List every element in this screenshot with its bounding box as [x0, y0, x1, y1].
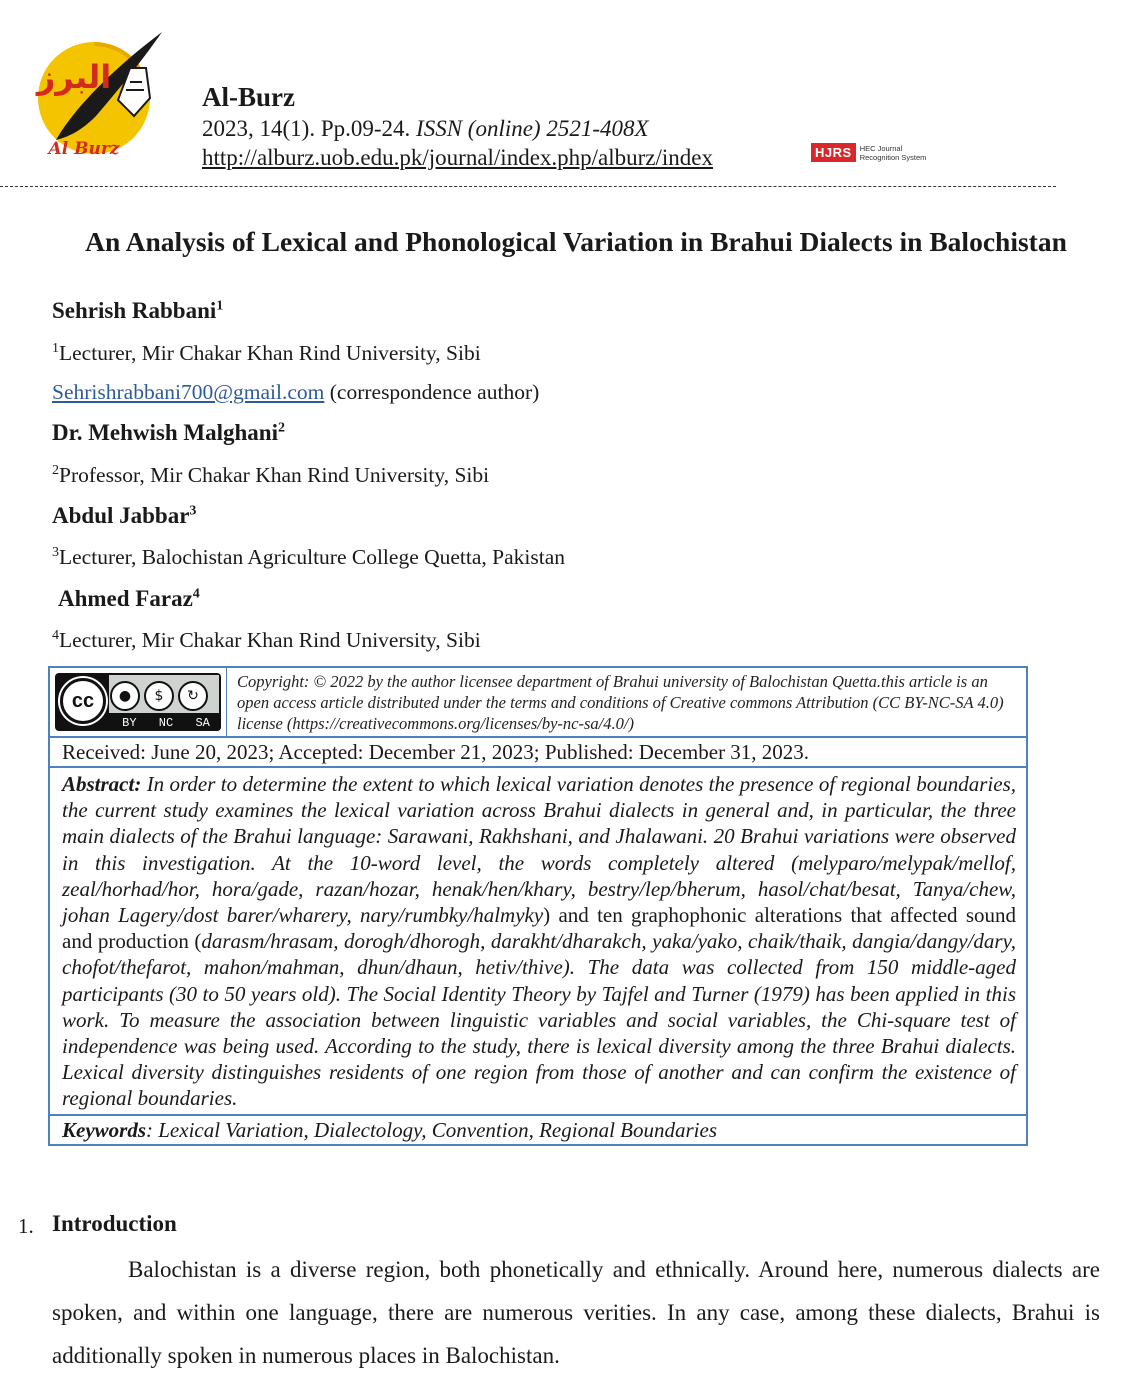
sharealike-icon: ↻ [178, 681, 208, 711]
journal-citation [202, 116, 649, 142]
keywords [50, 1114, 1026, 1144]
author-affiliation: $^1$Lecturer, Mir Chakar Khan Rind University, Sibi [52, 341, 481, 366]
issn-text: ISSN (online) 2521-408X [416, 116, 649, 141]
copyright-text: Copyright: © 2022 by the author licensee department of Brahui university of Balochistan Quetta.this article is an open access article distributed under the terms and conditions of Creative commons Attribution (CC BY-NC-SA 4.0) license (https://creativecommons.org/licenses/by-nc-sa/4.0/) [237, 672, 1004, 733]
author-name: Sehrish Rabbani$^1$ [52, 298, 224, 323]
cc-badge-strip: BY NC SA [111, 715, 221, 731]
author-affiliation: $^4$Lecturer, Mir Chakar Khan Rind University, Sibi [52, 628, 481, 653]
cc-license-badge[interactable] [55, 673, 221, 731]
citation-text: 2023, 14(1). Pp.09-24. [202, 116, 417, 141]
keywords-label: Keywords [62, 1117, 146, 1142]
keywords-text: : Lexical Variation, Dialectology, Convention, Regional Boundaries [146, 1117, 717, 1142]
logo-caption: Al Burz [48, 139, 120, 159]
journal-name: Al-Burz [202, 82, 295, 112]
author-affiliation: $^3$Lecturer, Balochistan Agriculture College Quetta, Pakistan [52, 545, 566, 570]
by-person-icon: ● [110, 681, 140, 711]
correspondence-note: (correspondence author) [324, 380, 540, 404]
publication-dates: Received: June 20, 2023; Accepted: December 21, 2023; Published: December 31, 2023. [50, 736, 1026, 766]
cc-icon: cc [60, 678, 106, 724]
hjrs-badge: HJRS [811, 143, 856, 162]
correspondence-line [52, 380, 539, 405]
author-affiliation: $^2$Professor, Mir Chakar Khan Rind University, Sibi [52, 463, 490, 488]
introduction-paragraph: Balochistan is a diverse region, both phonetically and ethnically. Around here, numerous dialects are spoken, and within one language, there are numerous verities. In any case, among these dialects, Brahui is additionally spoken in numerous places in Balochistan. [52, 1257, 1100, 1368]
cc-license-cell [50, 668, 227, 736]
graphophonic-words: darasm/hrasam, dorogh/dhorogh, darakht/dharakch, yaka/yako, chaik/thaik, dangia/dangy/dary, chofot/thefarot, mahon/mahman, dhun/dhaun, hetiv/thive [62, 929, 1017, 980]
lexical-words: melyparo/melypak/mellof, zeal/horhad/hor, hora/gade, razan/hozar, henak/hen/khary, bestry/lep/bherum, hasol/chat/besat, Tanya/chew, johan Lagery/dost barer/wharery, nary/rumbky/halmyky [62, 850, 1016, 928]
journal-logo [34, 28, 164, 160]
email-link[interactable]: Sehrishrabbani700@gmail.com [52, 380, 325, 404]
hjrs-caption: HEC Journal Recognition System [859, 143, 927, 162]
abstract: Abstract: In order to determine the extent to which lexical variation denotes the presence of regional boundaries, the current study examines the lexical variation across Brahui dialects in general and, in particular, the three main dialects of the Brahui language: Sarawani, Rakhshani, and Jhalawani. 20 Brahui variations were observed in this investigation. At the 10-word level, the words completely altered (melyparo/melypak/mellof, zeal/horhad/hor, hora/gade, razan/hozar, henak/hen/khary, bestry/lep/bherum, hasol/chat/besat, Tanya/chew, johan Lagery/dost barer/wharery, nary/rumbky/halmyky) and ten graphophonic alterations that affected sound and production (darasm/hrasam, dorogh/dhorogh, darakht/dharakch, yaka/yako, chaik/thaik, dangia/dangy/dary, chofot/thefarot, mahon/mahman, dhun/dhaun, hetiv/thive). The data was collected from 150 middle-aged participants (30 to 50 years old). The Social Identity Theory by Tajfel and Turner (1979) has been applied in this work. To measure the association between linguistic variables and social variables, the Chi-square test of independence was being used. According to the study, there is lexical diversity among the three Brahui dialects. Lexical diversity distinguishes residents of one region from those of another and can confirm the existence of regional boundaries. [50, 766, 1026, 1114]
noncommercial-icon: $ [144, 681, 174, 711]
logo-arabic-text: البرز [36, 58, 112, 96]
section-heading: Introduction [52, 1211, 177, 1236]
section-number: 1. [18, 1214, 34, 1238]
paper-title: An Analysis of Lexical and Phonological Variation in Brahui Dialects in Balochistan [85, 226, 1067, 257]
hjrs-logo [811, 143, 926, 162]
article-info-frame [48, 666, 1028, 1146]
author-name: Abdul Jabbar$^3$ [52, 503, 197, 528]
journal-url-link[interactable]: http://alburz.uob.edu.pk/journal/index.php/alburz/index [202, 145, 713, 170]
author-name: Ahmed Faraz$^4$ [58, 586, 200, 611]
abstract-label: Abstract: [62, 772, 142, 796]
author-name: Dr. Mehwish Malghani$^2$ [52, 420, 285, 445]
header-divider [0, 186, 1056, 187]
license-row [50, 668, 1026, 736]
